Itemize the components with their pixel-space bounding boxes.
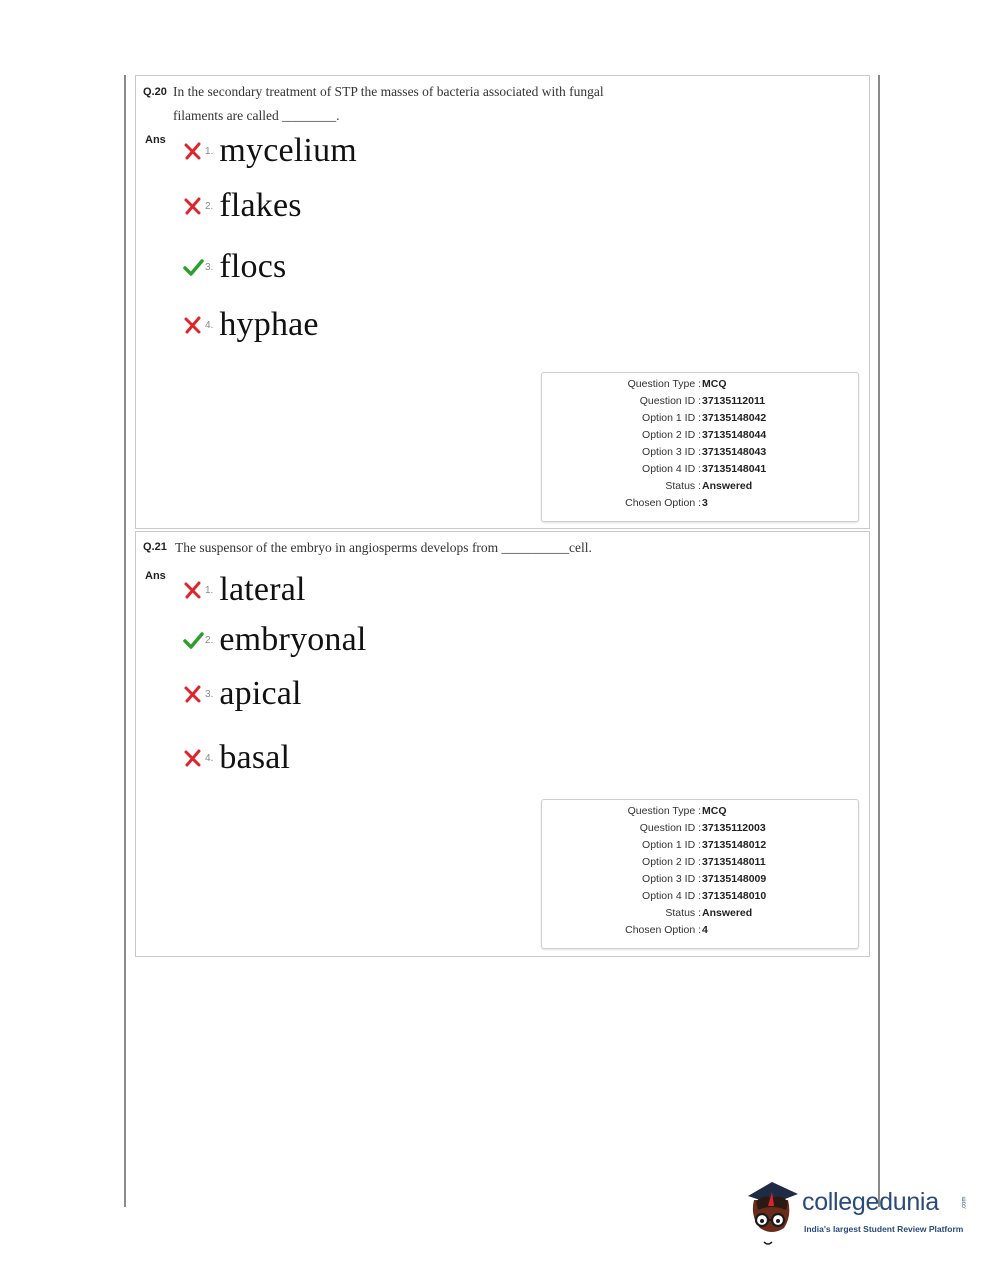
option-1: [182, 570, 306, 610]
meta-value: 37135148010: [702, 890, 767, 902]
cross-icon: [182, 140, 204, 162]
option-3: [182, 674, 302, 714]
cross-icon: [182, 747, 204, 769]
meta-label: Option 3 ID :: [642, 873, 701, 885]
meta-value: 37135148009: [702, 873, 767, 885]
meta-value: 4: [702, 924, 708, 936]
meta-value: Answered: [702, 480, 753, 492]
mascot-icon: [742, 1176, 802, 1246]
option-4: [182, 738, 290, 778]
option-text: hyphae: [219, 306, 319, 343]
meta-label: Option 3 ID :: [642, 446, 701, 458]
meta-row: [542, 497, 858, 514]
option-text: flocs: [219, 248, 287, 285]
logo-suffix: .com: [961, 1196, 968, 1210]
question-text-line2: filaments are called ________.: [173, 108, 340, 123]
meta-value: 37135112011: [702, 395, 766, 407]
question-block-21: [135, 531, 870, 957]
option-number: 2.: [205, 200, 214, 212]
option-number: 4.: [205, 752, 214, 764]
meta-row: [542, 429, 858, 446]
option-text: basal: [219, 739, 291, 776]
meta-label: Option 4 ID :: [642, 890, 701, 902]
meta-label: Question Type :: [627, 378, 701, 390]
cross-icon: [182, 683, 204, 705]
option-4: [182, 305, 319, 345]
meta-value: MCQ: [702, 805, 727, 817]
meta-row: [542, 839, 858, 856]
option-2: [182, 186, 302, 226]
option-2: [182, 620, 367, 660]
option-number: 3.: [205, 688, 214, 700]
meta-label: Option 1 ID :: [642, 839, 701, 851]
meta-label: Chosen Option :: [625, 497, 701, 509]
question-text-line1: The suspensor of the embryo in angiosperms develops from __________cell.: [175, 540, 592, 555]
logo-tagline: India's largest Student Review Platform: [804, 1224, 964, 1234]
page-left-rule: [124, 75, 126, 1207]
meta-value: MCQ: [702, 378, 727, 390]
question-block-20: [135, 75, 870, 529]
meta-value: 37135148042: [702, 412, 767, 424]
option-text: mycelium: [219, 132, 357, 169]
meta-row: [542, 480, 858, 497]
option-text: flakes: [219, 187, 302, 224]
meta-row: [542, 446, 858, 463]
meta-label: Question ID :: [639, 395, 701, 407]
option-number: 3.: [205, 261, 214, 273]
meta-row: [542, 890, 858, 907]
meta-value: 37135148044: [702, 429, 767, 441]
option-number: 2.: [205, 634, 214, 646]
question-text: [175, 536, 695, 560]
meta-row: [542, 378, 858, 395]
meta-value: 37135112003: [702, 822, 766, 834]
meta-row: [542, 805, 858, 822]
page-right-rule: [878, 75, 880, 1207]
answer-label: Ans: [145, 134, 166, 146]
meta-label: Option 4 ID :: [642, 463, 701, 475]
option-number: 1.: [205, 145, 214, 157]
meta-row: [542, 822, 858, 839]
meta-value: Answered: [702, 907, 753, 919]
collegedunia-logo: [742, 1176, 972, 1246]
option-text: lateral: [219, 571, 306, 608]
meta-label: Option 2 ID :: [642, 856, 701, 868]
meta-value: 3: [702, 497, 708, 509]
meta-row: [542, 856, 858, 873]
cross-icon: [182, 314, 204, 336]
option-3: [182, 247, 286, 287]
check-icon: [182, 629, 204, 651]
meta-row: [542, 924, 858, 941]
meta-row: [542, 463, 858, 480]
question-number: Q.20: [143, 86, 167, 98]
check-icon: [182, 256, 204, 278]
meta-label: Question Type :: [627, 805, 701, 817]
question-metadata-panel: [541, 372, 859, 522]
question-number: Q.21: [143, 541, 167, 553]
meta-row: [542, 412, 858, 429]
meta-label: Option 1 ID :: [642, 412, 701, 424]
option-1: [182, 131, 357, 171]
meta-label: Status :: [665, 907, 701, 919]
meta-row: [542, 395, 858, 412]
question-text-line1: In the secondary treatment of STP the masses of bacteria associated with fungal: [173, 84, 604, 99]
option-text: embryonal: [219, 621, 367, 658]
question-text: [173, 80, 693, 128]
meta-value: 37135148041: [702, 463, 767, 475]
meta-label: Option 2 ID :: [642, 429, 701, 441]
meta-label: Question ID :: [639, 822, 701, 834]
meta-value: 37135148012: [702, 839, 767, 851]
answer-label: Ans: [145, 570, 166, 582]
meta-label: Chosen Option :: [625, 924, 701, 936]
meta-row: [542, 907, 858, 924]
question-metadata-panel: [541, 799, 859, 949]
option-text: apical: [219, 675, 302, 712]
option-number: 1.: [205, 584, 214, 596]
meta-value: 37135148043: [702, 446, 767, 458]
meta-row: [542, 873, 858, 890]
cross-icon: [182, 195, 204, 217]
option-number: 4.: [205, 319, 214, 331]
logo-name: collegedunia: [802, 1188, 939, 1216]
cross-icon: [182, 579, 204, 601]
meta-label: Status :: [665, 480, 701, 492]
meta-value: 37135148011: [702, 856, 766, 868]
